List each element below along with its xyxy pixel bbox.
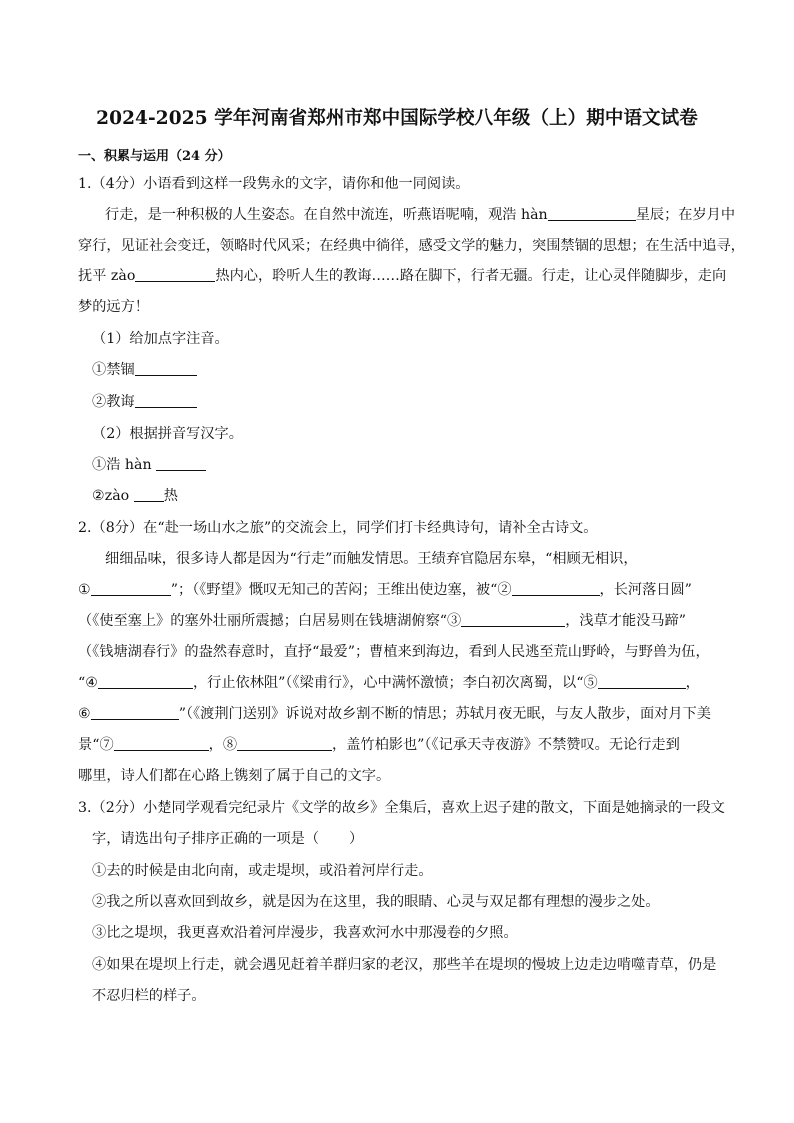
page-title: 2024-2025 学年河南省郑州市郑中国际学校八年级（上）期中语文试卷	[96, 108, 698, 129]
q3-heading: 字，请选出句子排序正确的一项是（ ）	[92, 831, 364, 847]
answer-blank[interactable]	[135, 267, 215, 282]
q1-answer-item: ②教诲	[92, 392, 197, 412]
q1-sub-question: （1）给加点字注音。	[92, 331, 229, 347]
q3-option: ②我之所以喜欢回到故乡，就是因为在这里，我的眼睛、心灵与双足都有理想的漫步之处。	[92, 894, 660, 910]
q1-sub-question: （2）根据拼音写汉字。	[92, 426, 243, 442]
q2-passage-line: ① ”；（《野望》慨叹无知己的苦闷；王维出使边塞，被“② ，长河落日圆”	[78, 582, 692, 598]
answer-blank[interactable]	[134, 487, 164, 502]
q1-passage-line: 梦的远方！	[78, 299, 149, 315]
q1-answer-item: ①禁锢	[92, 360, 197, 380]
answer-blank[interactable]	[237, 736, 332, 751]
answer-blank[interactable]	[135, 361, 197, 376]
answer-blank[interactable]	[135, 393, 197, 408]
answer-blank[interactable]	[114, 736, 209, 751]
q2-passage-line: （《钱塘湖春行》的盎然春意时，直抒“最爱”；曹植来到海边，看到人民逃至荒山野岭，与野兽为伍，	[78, 644, 710, 660]
q3-option: 不忍归栏的样子。	[92, 988, 206, 1004]
answer-blank[interactable]	[461, 612, 565, 627]
answer-blank[interactable]	[598, 674, 686, 689]
answer-blank[interactable]	[156, 456, 206, 471]
q1-answer-item: ②zào 热	[92, 488, 178, 504]
q1-passage-line: 穿行，见证社会变迁，领略时代风采；在经典中徜徉，感受文学的魅力，突围禁锢的思想；在生活中追寻，	[78, 238, 745, 254]
answer-blank[interactable]	[98, 674, 193, 689]
answer-blank[interactable]	[91, 705, 179, 720]
answer-blank[interactable]	[548, 206, 636, 221]
q2-passage-line: ⑥ ”（《渡荆门送别》诉说对故乡割不断的情思；苏轼月夜无眠，与友人散步，面对月下美	[78, 706, 711, 722]
q2-passage-line: 景“⑦ ，⑧ ，盖竹柏影也”（《记承天寺夜游》不禁赞叹。无论行走到	[78, 737, 680, 753]
q1-heading: 1.（4分）小语看到这样一段隽永的文字，请你和他一同阅读。	[78, 176, 470, 192]
answer-blank[interactable]	[512, 581, 600, 596]
q3-option: ④如果在堤坝上行走，就会遇见赶着羊群归家的老汉，那些羊在堤坝的慢坡上边走边啃噬青草，仍是	[92, 957, 717, 973]
q2-passage-line: 哪里，诗人们都在心路上镌刻了属于自己的文字。	[78, 768, 391, 784]
q2-passage-line: 细细品味，很多诗人都是因为“行走”而触发情思。王绩弃官隐居东皋，“相顾无相识，	[105, 551, 638, 567]
q2-passage-line: “④ ，行止依林阻”（《梁甫行》，心中满怀激愤；李白初次离蜀，以“⑤ ，	[78, 675, 700, 691]
q1-passage-line: 行走，是一种积极的人生姿态。在自然中流连，听燕语呢喃，观浩 hàn 星辰；在岁月中	[105, 207, 736, 223]
section-heading: 一、积累与运用（24 分）	[78, 149, 231, 164]
answer-blank[interactable]	[91, 581, 171, 596]
q3-option: ③比之堤坝，我更喜欢沿着河岸漫步，我喜欢河水中那漫卷的夕照。	[92, 925, 518, 941]
q2-heading: 2.（8分）在“赴一场山水之旅”的交流会上，同学们打卡经典诗句，请补全古诗文。	[78, 520, 598, 536]
q3-option: ①去的时候是由北向南，或走堤坝，或沿着河岸行走。	[92, 863, 433, 879]
q1-passage-line: 抚平 zào 热内心，聆听人生的教诲……路在脚下，行者无疆。行走，让心灵伴随脚步，走向	[78, 268, 727, 284]
q2-passage-line: （《使至塞上》的塞外壮丽所震撼；白居易则在钱塘湖俯察“③ ，浅草才能没马蹄”	[78, 613, 686, 629]
q1-answer-item: ①浩 hàn	[92, 455, 206, 475]
q3-heading: 3.（2分）小楚同学观看完纪录片《文学的故乡》全集后，喜欢上迟子建的散文，下面是她摘录的一段文	[78, 800, 725, 816]
